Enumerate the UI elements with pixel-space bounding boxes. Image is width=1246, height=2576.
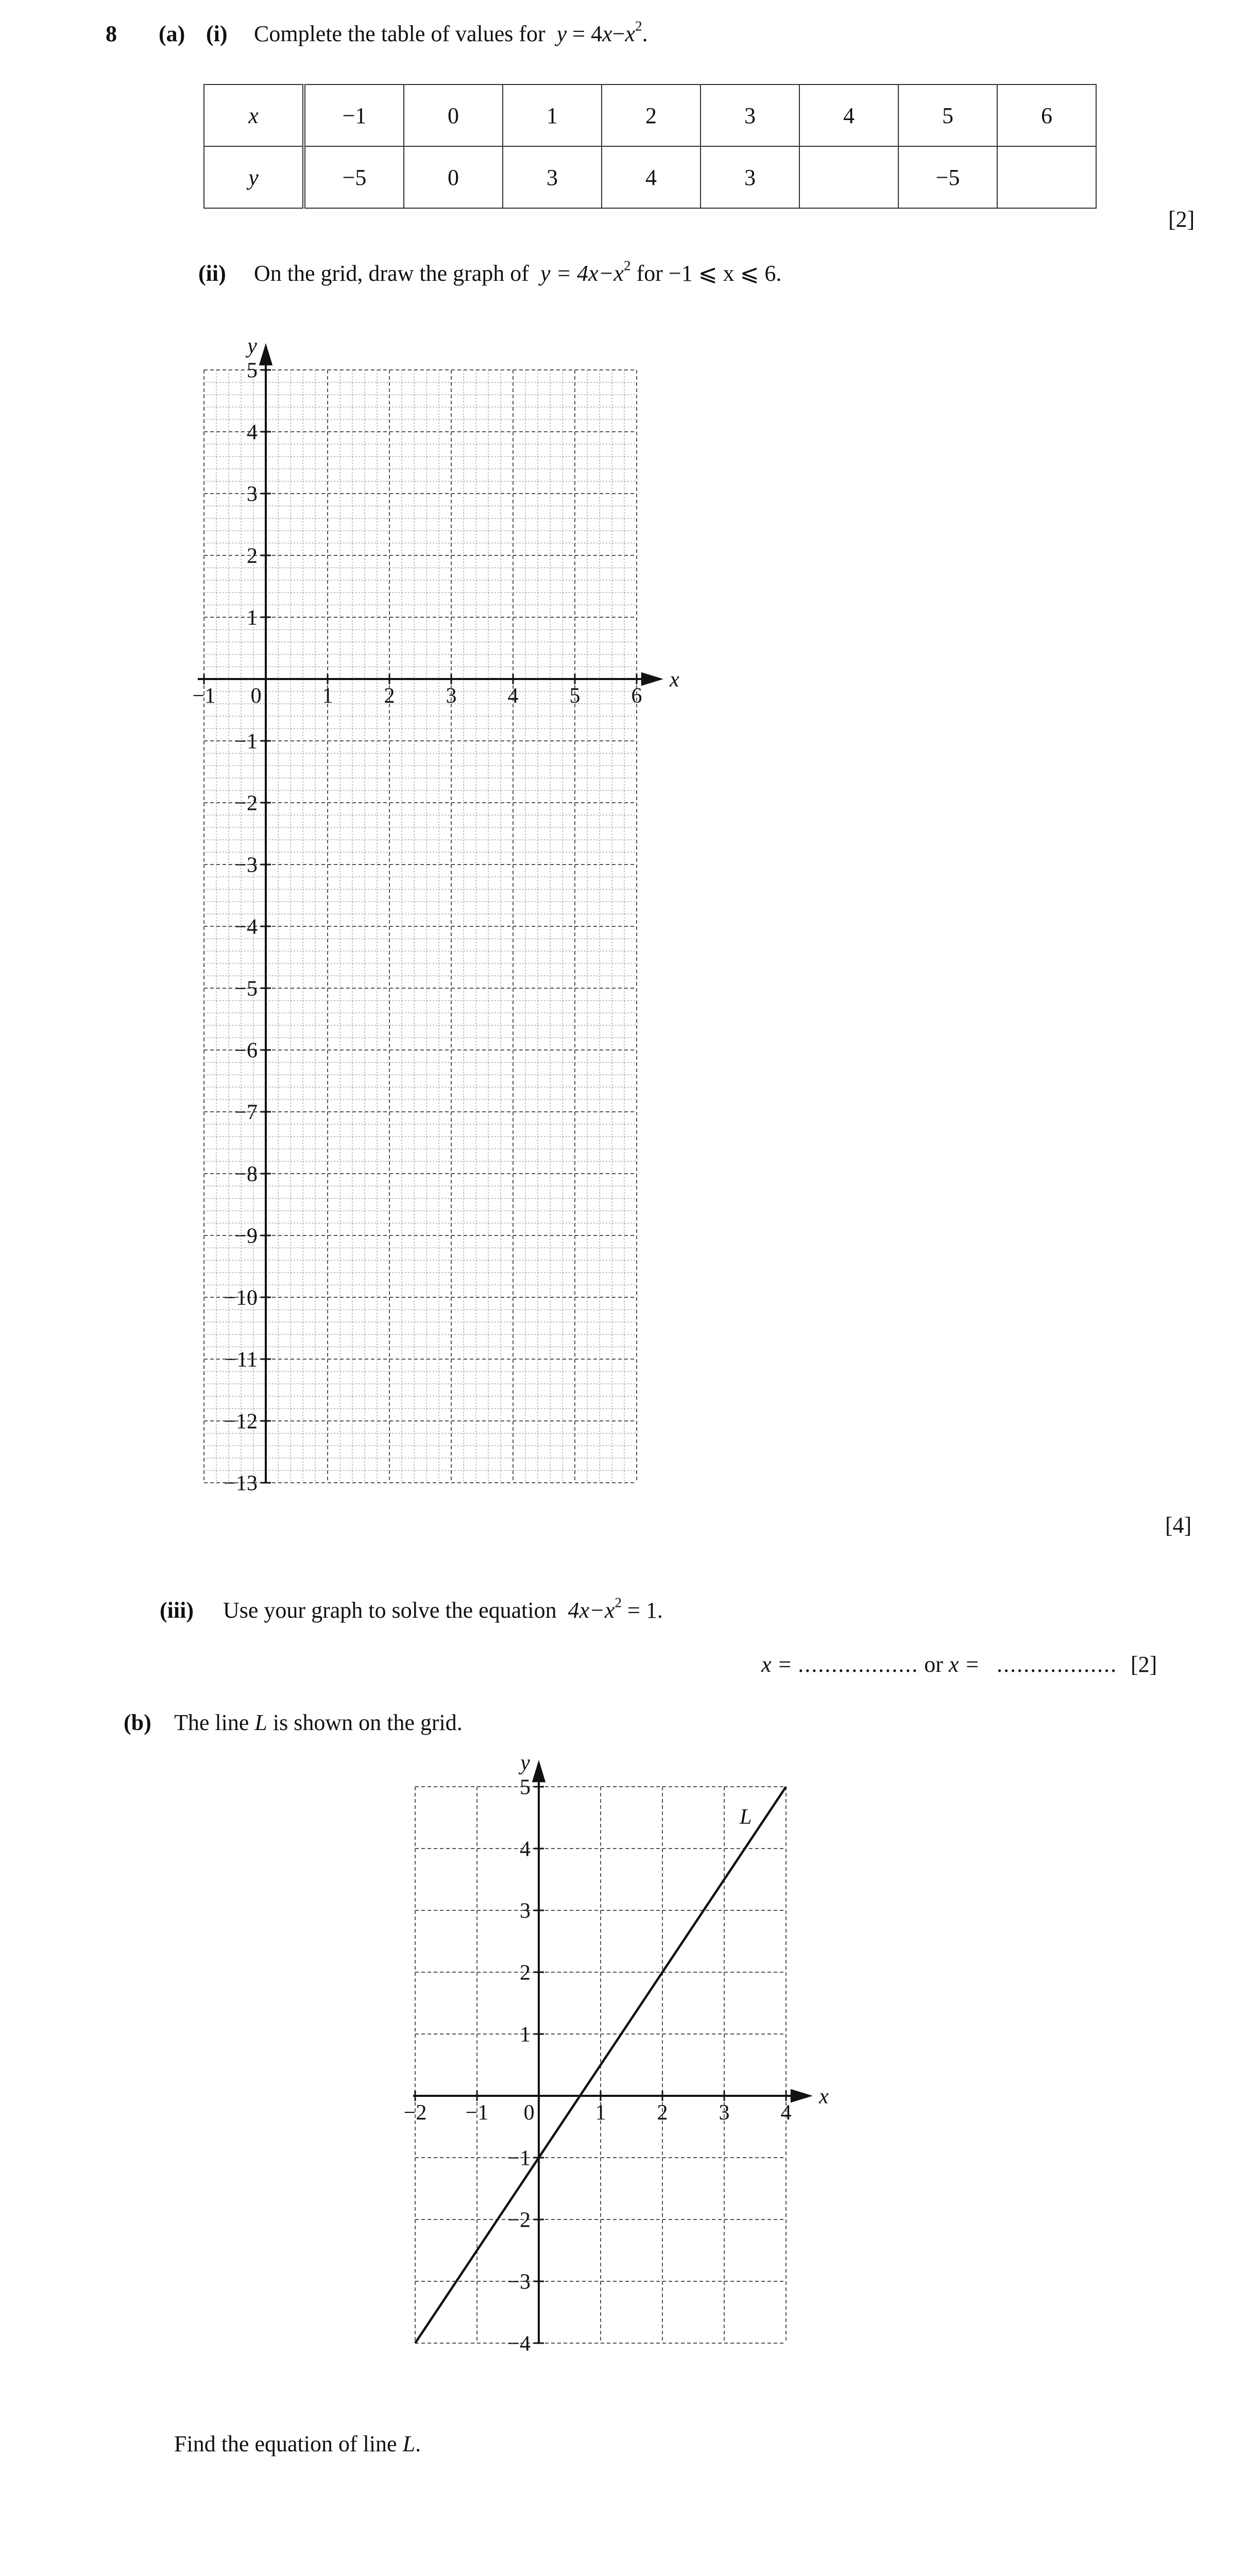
table-cell-y: 0	[404, 146, 503, 208]
y-tick-label: 2	[247, 544, 258, 568]
marks-a-ii: [4]	[1165, 1513, 1192, 1538]
eq-tail: .	[642, 21, 648, 46]
x-tick-label: 3	[719, 2101, 730, 2125]
table-cell-x: 0	[404, 84, 503, 146]
x-axis-arrow-icon	[641, 672, 663, 686]
x-tick-label: −1	[192, 684, 216, 708]
part-a-iii-equation-tail: = 1.	[622, 1598, 663, 1623]
y-tick-label: −4	[234, 915, 258, 939]
x-tick-label: 0	[250, 684, 262, 708]
part-b-label: (b)	[124, 1710, 151, 1735]
y-tick-label: 4	[247, 420, 258, 445]
graph-line-L	[0, 1741, 1246, 2380]
x-tick-label: 2	[384, 684, 395, 708]
y-tick-label: 5	[520, 1775, 531, 1800]
y-tick-label: 2	[520, 1961, 531, 1985]
answer-line-a-iii[interactable]	[761, 1651, 1117, 1677]
question-number: 8	[106, 21, 117, 46]
part-a-ii-label: (ii)	[198, 261, 226, 286]
table-cell-x: 4	[799, 84, 898, 146]
x-axis-arrow-icon	[791, 2089, 813, 2103]
y-tick-label: −1	[234, 730, 258, 754]
x-tick-label: 0	[523, 2101, 535, 2125]
x-tick-label: 6	[631, 684, 642, 708]
find-start: Find the equation of line	[174, 2431, 403, 2456]
y-axis-arrow-icon	[532, 1760, 545, 1782]
y-tick-label: 4	[520, 1837, 531, 1861]
table-cell-x: 5	[898, 84, 997, 146]
find-line-name: L	[402, 2431, 416, 2456]
part-a-iii-prompt-text: Use your graph to solve the equation	[223, 1598, 557, 1623]
part-a-iii-label: (iii)	[160, 1598, 194, 1623]
answer-dots-1[interactable]: ..................	[798, 1652, 919, 1677]
y-tick-label: −9	[234, 1224, 258, 1248]
y-tick-label: −10	[224, 1286, 258, 1310]
eq-eq: = 4	[567, 21, 603, 46]
y-axis-arrow-icon	[259, 343, 272, 365]
y-tick-label: −12	[224, 1410, 258, 1434]
part-a-label: (a)	[159, 21, 185, 46]
x-axis-label: x	[819, 2084, 829, 2109]
eq-lhs: y	[556, 21, 567, 46]
x-tick-label: 5	[569, 684, 581, 708]
part-a-ii-equation: y = 4x−x	[540, 261, 624, 286]
part-b-line-name: L	[254, 1710, 267, 1735]
part-a-ii-power: 2	[623, 258, 631, 274]
x-tick-label: 4	[507, 684, 519, 708]
marks-a-iii: [2]	[1131, 1652, 1157, 1677]
y-tick-label: −8	[234, 1162, 258, 1187]
y-tick-label: −13	[224, 1471, 258, 1496]
table-cell-y: 3	[503, 146, 602, 208]
x-tick-label: 3	[446, 684, 457, 708]
y-axis-label: y	[520, 1751, 530, 1775]
y-tick-label: 3	[247, 482, 258, 506]
y-tick-label: 3	[520, 1899, 531, 1923]
y-tick-label: 5	[247, 359, 258, 383]
eq-var2: x	[625, 21, 635, 46]
answer-x2-label: x =	[948, 1652, 986, 1677]
y-tick-label: −11	[224, 1348, 258, 1372]
part-a-iii-equation: 4x−x	[568, 1598, 615, 1623]
find-end: .	[415, 2431, 421, 2456]
y-tick-label: −3	[507, 2270, 531, 2294]
part-a-iii-prompt	[223, 1597, 663, 1623]
y-tick-label: −2	[234, 791, 258, 816]
answer-x1-label: x =	[761, 1652, 798, 1677]
marks-a-i: [2]	[1168, 207, 1195, 232]
x-tick-label: −2	[403, 2101, 427, 2125]
part-a-ii-prompt-text: On the grid, draw the graph of	[254, 261, 529, 286]
x-tick-label: 4	[780, 2101, 792, 2125]
part-b-prompt	[174, 1709, 463, 1736]
y-axis-label: y	[247, 334, 257, 359]
part-b-prompt-end: is shown on the grid.	[267, 1710, 463, 1735]
y-tick-label: −7	[234, 1100, 258, 1125]
series-label: L	[740, 1805, 752, 1829]
y-tick-label: 1	[520, 2023, 531, 2047]
table-header-x: x	[204, 84, 304, 146]
table-cell-y: 4	[602, 146, 701, 208]
table-cell-x: 3	[701, 84, 799, 146]
y-tick-label: −6	[234, 1039, 258, 1063]
table-cell-y: 3	[701, 146, 799, 208]
table-cell-y: −5	[898, 146, 997, 208]
table-cell-x: 2	[602, 84, 701, 146]
part-a-iii-power: 2	[615, 1595, 622, 1611]
table-cell-x: 1	[503, 84, 602, 146]
part-a-i-label: (i)	[206, 21, 228, 46]
y-tick-label: −2	[507, 2208, 531, 2232]
y-tick-label: 1	[247, 606, 258, 630]
y-tick-label: −5	[234, 977, 258, 1001]
part-a-i-prompt-text: Complete the table of values for	[254, 21, 545, 46]
x-tick-label: 2	[657, 2101, 668, 2125]
y-tick-label: −4	[507, 2332, 531, 2356]
table-cell-x: −1	[304, 84, 404, 146]
answer-dots-2[interactable]: ..................	[997, 1652, 1118, 1677]
answer-or: or	[918, 1652, 949, 1677]
eq-minus: −	[612, 21, 625, 46]
find-equation-prompt	[174, 2431, 421, 2457]
x-tick-label: 1	[322, 684, 333, 708]
part-a-ii-range: for −1 ⩽ x ⩽ 6.	[636, 261, 782, 286]
x-axis-label: x	[670, 668, 679, 692]
x-tick-label: 1	[595, 2101, 606, 2125]
part-b-prompt-start: The line	[174, 1710, 255, 1735]
table-cell-x: 6	[997, 84, 1096, 146]
eq-power: 2	[635, 18, 642, 34]
eq-var: x	[602, 21, 612, 46]
x-tick-label: −1	[465, 2101, 489, 2125]
y-tick-label: −1	[507, 2146, 531, 2171]
table-header-y: y	[204, 146, 304, 208]
y-tick-label: −3	[234, 853, 258, 877]
table-cell-y: −5	[304, 146, 404, 208]
